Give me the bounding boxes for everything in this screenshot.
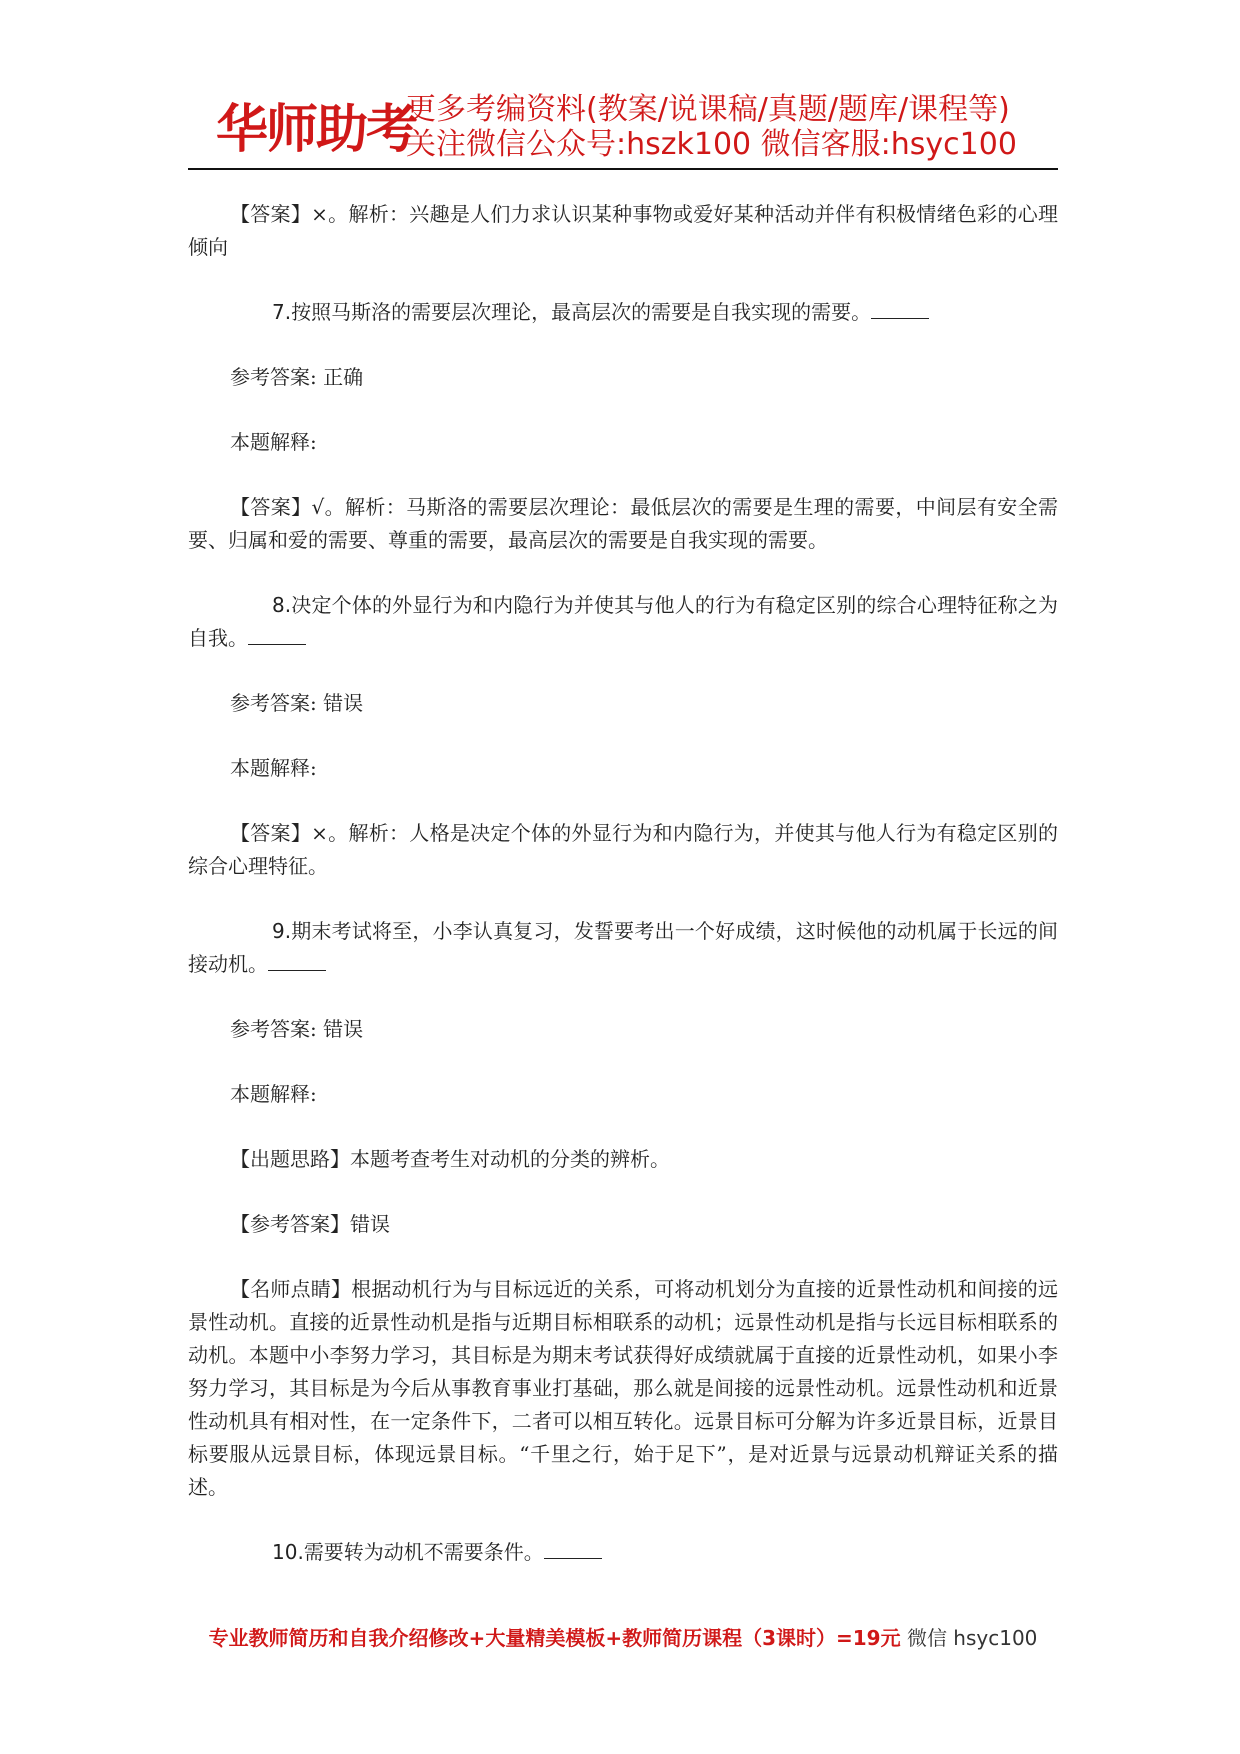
- explanation-text: 【答案】√。解析：马斯洛的需要层次理论：最低层次的需要是生理的需要，中间层有安全需要、归属和爱的需要、尊重的需要，最高层次的需要是自我实现的需要。: [188, 495, 1058, 552]
- header-divider: [188, 168, 1058, 170]
- explanation-text: 【答案】×。解析：人格是决定个体的外显行为和内隐行为，并使其与他人行为有稳定区别的综合心理特征。: [188, 821, 1058, 878]
- answer-blank: [544, 1538, 602, 1559]
- header-promo: [406, 92, 1017, 162]
- promo-line-1: 更多考编资料(教案/说课稿/真题/题库/课程等): [406, 92, 1010, 127]
- header-banner: [188, 90, 1058, 172]
- question-text: 需要转为动机不需要条件。: [303, 1540, 544, 1564]
- question-8: [188, 589, 1058, 655]
- explanation-label: 本题解释:: [230, 1082, 317, 1106]
- question-7: [188, 296, 1058, 329]
- question-idea: 【出题思路】本题考查考生对动机的分类的辨析。: [230, 1147, 670, 1171]
- answer-blank: [871, 298, 929, 319]
- question-number: 10.: [272, 1540, 304, 1564]
- explanation-label: 本题解释:: [230, 756, 317, 780]
- footer-promo: [188, 1622, 1058, 1651]
- brand-logo: 华师助考: [216, 100, 417, 160]
- answer-paragraph: 【答案】×。解析：兴趣是人们力求认识某种事物或爱好某种活动并伴有积极情绪色彩的心理倾向: [188, 202, 1058, 259]
- promo-line-2: 关注微信公众号:hszk100 微信客服:hsyc100: [406, 127, 1017, 162]
- question-9: [188, 915, 1058, 981]
- footer-contact: 微信 hsyc100: [906, 1626, 1038, 1650]
- reference-answer: 参考答案: 正确: [230, 365, 364, 389]
- teacher-tip: 【名师点睛】根据动机行为与目标远近的关系，可将动机划分为直接的近景性动机和间接的远景性动机。直接的近景性动机是指与近期目标相联系的动机；远景性动机是指与长远目标相联系的动机。本题中小李努力学习，其目标是为期末考试获得好成绩就属于直接的近景性动机，如果小李努力学习，其目标是为今后从事教育事业打基础，那么就是间接的远景性动机。远景性动机和近景性动机具有相对性，在一定条件下，二者可以相互转化。远景目标可分解为许多近景目标，近景目标要服从远景目标，体现远景目标。“千里之行，始于足下”，是对近景与远景动机辩证关系的描述。: [188, 1277, 1058, 1499]
- question-text: 决定个体的外显行为和内隐行为并使其与他人的行为有稳定区别的综合心理特征称之为自我。: [188, 593, 1058, 650]
- answer-blank: [268, 950, 326, 971]
- question-text: 期末考试将至，小李认真复习，发誓要考出一个好成绩，这时候他的动机属于长远的间接动机。: [188, 919, 1058, 976]
- reference-answer: 参考答案: 错误: [230, 1017, 364, 1041]
- reference-answer-bracket: 【参考答案】错误: [230, 1212, 390, 1236]
- question-number: 7.: [272, 300, 292, 324]
- question-text: 按照马斯洛的需要层次理论，最高层次的需要是自我实现的需要。: [291, 300, 872, 324]
- answer-blank: [248, 624, 306, 645]
- question-number: 9.: [272, 919, 292, 943]
- question-number: 8.: [272, 593, 292, 617]
- document-body: [188, 198, 1058, 1601]
- reference-answer: 参考答案: 错误: [230, 691, 364, 715]
- footer-promo-text: 专业教师简历和自我介绍修改+大量精美模板+教师简历课程（3课时）=19元: [208, 1626, 901, 1650]
- explanation-label: 本题解释:: [230, 430, 317, 454]
- question-10: [188, 1536, 1058, 1569]
